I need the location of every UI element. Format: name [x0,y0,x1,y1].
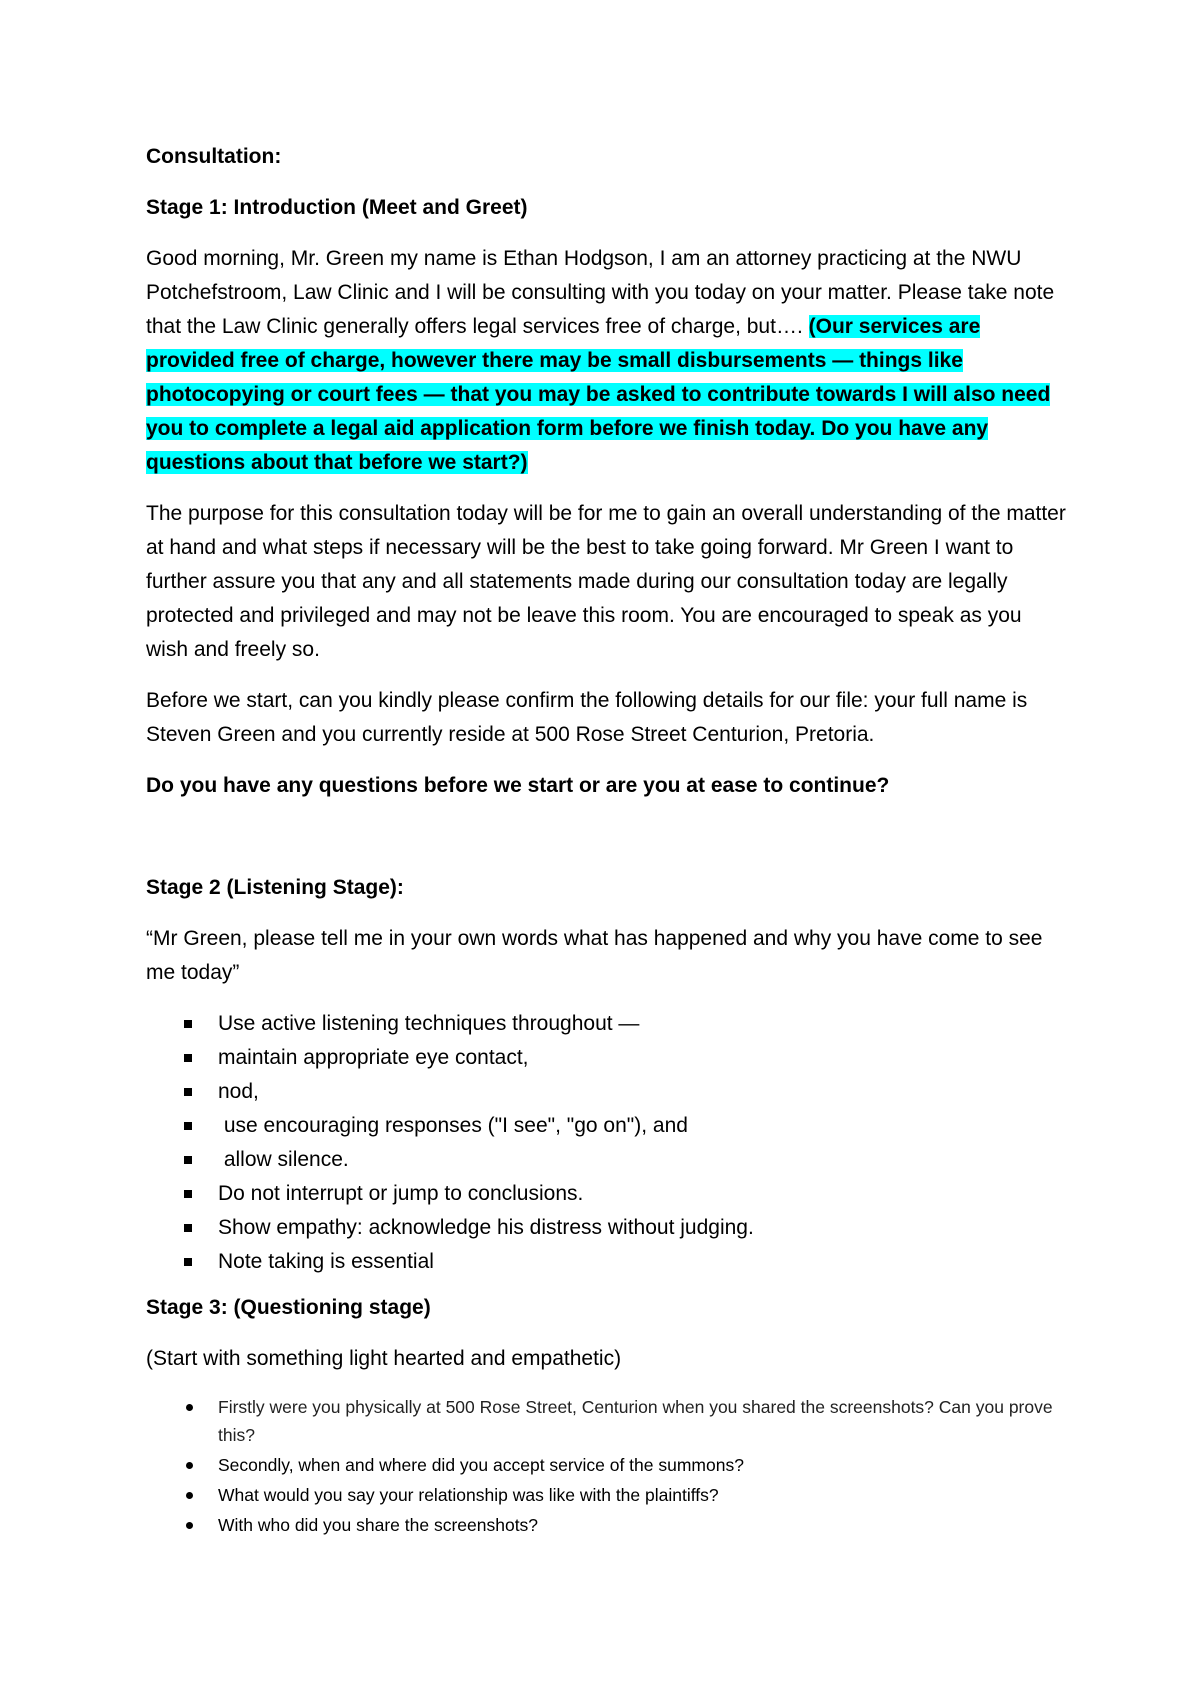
list-item: Do not interrupt or jump to conclusions. [146,1177,1066,1211]
square-bullet-icon [184,1020,192,1028]
stage2-heading: Stage 2 (Listening Stage): [146,876,404,899]
round-bullet-icon [186,1404,193,1411]
stage1-heading: Stage 1: Introduction (Meet and Greet) [146,196,528,219]
list-item: Firstly were you physically at 500 Rose Street, Centurion when you shared the screenshots? Can you prove this? [146,1393,1066,1449]
list-item: maintain appropriate eye contact, [146,1041,1066,1075]
section-gap [146,820,1066,871]
stage3-heading: Stage 3: (Questioning stage) [146,1296,431,1319]
stage1-confirm-paragraph: Before we start, can you kindly please confirm the following details for our file: your full name is Steven Green and you currently reside at 500 Rose Street Centurion, Pretoria. [146,689,1028,746]
stage2-bullet-list [146,1007,1066,1279]
round-bullet-icon [186,1462,193,1469]
square-bullet-icon [184,1190,192,1198]
highlighted-fees-note: (Our services are provided free of charge, however there may be small disbursements — things like photocopying or court fees — that you may be asked to contribute towards I will also need you to complete a legal aid application form before we finish today. Do you have any questions about that before we start?) [146,315,1051,474]
list-item: Use active listening techniques throughout — [146,1007,1066,1041]
list-item: nod, [146,1075,1066,1109]
square-bullet-icon [184,1224,192,1232]
stage1-paragraph [146,242,1066,480]
document-page [146,140,1066,1541]
stage1-purpose-paragraph: The purpose for this consultation today will be for me to gain an overall understanding of the matter at hand and what steps if necessary will be the best to take going forward. Mr Green I want to further assure you that any and all statements made during our consultation today are legally protected and privileged and may not be leave this room. You are encouraged to speak as you wish and freely so. [146,502,1066,661]
square-bullet-icon [184,1258,192,1266]
square-bullet-icon [184,1088,192,1096]
list-item: With who did you share the screenshots? [146,1511,1066,1539]
stage2-quote: “Mr Green, please tell me in your own words what has happened and why you have come to see me today” [146,927,1043,984]
stage1-question: Do you have any questions before we start or are you at ease to continue? [146,774,890,797]
stage3-question-list [146,1393,1066,1539]
list-item: use encouraging responses ("I see", "go on"), and [146,1109,1066,1143]
list-item: Secondly, when and where did you accept service of the summons? [146,1451,1066,1479]
stage1-intro-text: Good morning, Mr. Green my name is Ethan Hodgson, I am an attorney practicing at the NWU Potchefstroom, Law Clinic and I will be consulting with you today on your matter. Please take note that the Law Clinic generally offers legal services free of charge, but…. [146,247,1055,338]
round-bullet-icon [186,1522,193,1529]
list-item: What would you say your relationship was like with the plaintiffs? [146,1481,1066,1509]
list-item: Note taking is essential [146,1245,1066,1279]
list-item: Show empathy: acknowledge his distress without judging. [146,1211,1066,1245]
stage3-note: (Start with something light hearted and empathetic) [146,1347,622,1370]
round-bullet-icon [186,1492,193,1499]
list-item: allow silence. [146,1143,1066,1177]
square-bullet-icon [184,1156,192,1164]
consultation-heading: Consultation: [146,145,282,168]
square-bullet-icon [184,1122,192,1130]
square-bullet-icon [184,1054,192,1062]
